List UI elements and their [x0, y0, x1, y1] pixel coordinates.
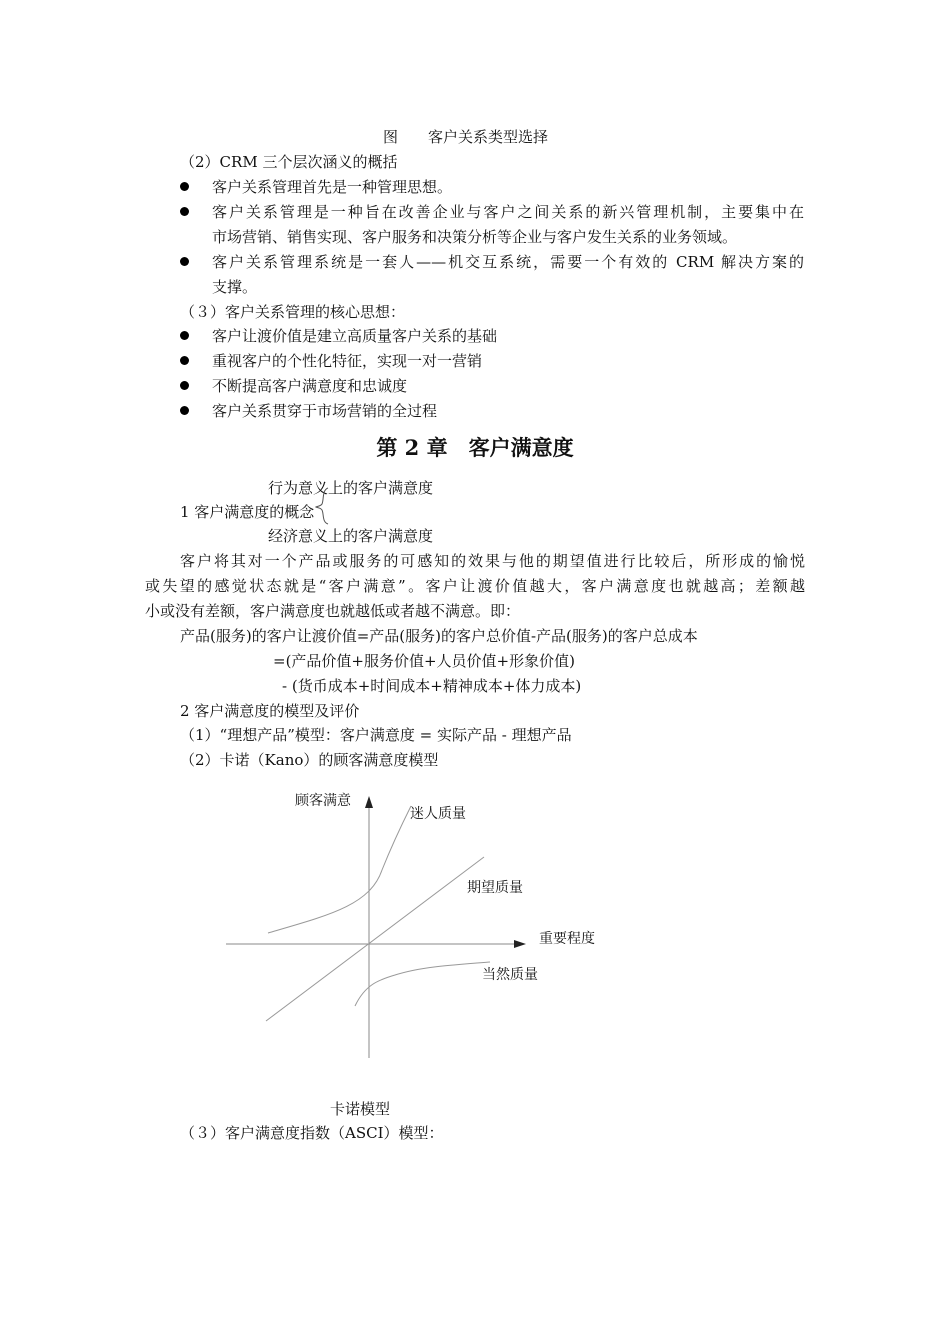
model-item: （1）“理想产品”模型：客户满意度 = 实际产品 - 理想产品 [180, 726, 572, 744]
list-item: 客户关系管理首先是一种管理思想。 [212, 178, 453, 196]
concept-label: 1 客户满意度的概念 [180, 503, 315, 521]
section-heading-asci: （３）客户满意度指数（ASCI）模型： [180, 1124, 444, 1142]
kano-caption: 卡诺模型 [330, 1100, 391, 1118]
section-heading-core-ideas: （３）客户关系管理的核心思想： [180, 303, 406, 321]
chapter-title: 第 2 章 客户满意度 [376, 435, 574, 460]
list-item: 客户关系贯穿于市场营销的全过程 [212, 402, 438, 420]
list-item: 不断提高客户满意度和忠诚度 [212, 377, 408, 395]
list-item: 客户让渡价值是建立高质量客户关系的基础 [212, 327, 498, 345]
list-item-continuation: 支撑。 [212, 278, 258, 296]
concept-branch-top: 行为意义上的客户满意度 [268, 479, 434, 497]
curve-expected [266, 857, 484, 1021]
list-item: 重视客户的个性化特征，实现一对一营销 [212, 352, 483, 370]
formula-line: - (货币成本+时间成本+精神成本+体力成本) [282, 677, 582, 695]
list-item: 客户关系管理是一种旨在改善企业与客户之间关系的新兴管理机制，主要集中在 [212, 203, 804, 221]
model-item: （2）卡诺（Kano）的顾客满意度模型 [180, 751, 439, 769]
section-heading-models: 2 客户满意度的模型及评价 [180, 702, 360, 720]
y-axis-label: 顾客满意 [295, 793, 351, 809]
figure-caption: 图 客户关系类型选择 [383, 128, 549, 146]
list-item: 客户关系管理系统是一套人——机交互系统，需要一个有效的 CRM 解决方案的 [212, 253, 804, 271]
formula-line: 产品(服务)的客户让渡价值=产品(服务)的客户总价值-产品(服务)的客户总成本 [180, 627, 698, 645]
formula-line: =(产品价值+服务价值+人员价值+形象价值) [273, 652, 575, 670]
curve-must-be [355, 962, 490, 1006]
x-axis-label: 重要程度 [539, 931, 595, 947]
curve-attractive [268, 806, 411, 933]
concept-branch-bottom: 经济意义上的客户满意度 [268, 527, 434, 545]
list-item-continuation: 市场营销、销售实现、客户服务和决策分析等企业与客户发生关系的业务领域。 [212, 228, 738, 246]
x-axis-arrow-icon [514, 940, 526, 948]
paragraph-line: 小或没有差额，客户满意度也就越低或者越不满意。即： [145, 602, 521, 620]
label-expected: 期望质量 [467, 880, 523, 896]
y-axis-arrow-icon [365, 796, 373, 808]
label-must-be: 当然质量 [482, 967, 538, 983]
section-heading-crm-levels: （2）CRM 三个层次涵义的概括 [180, 153, 398, 171]
paragraph-line: 或失望的感觉状态就是“客户满意”。客户让渡价值越大，客户满意度也就越高；差额越 [145, 577, 805, 595]
label-attractive: 迷人质量 [410, 806, 466, 822]
paragraph-line: 客户将其对一个产品或服务的可感知的效果与他的期望值进行比较后，所形成的愉悦 [180, 552, 805, 570]
